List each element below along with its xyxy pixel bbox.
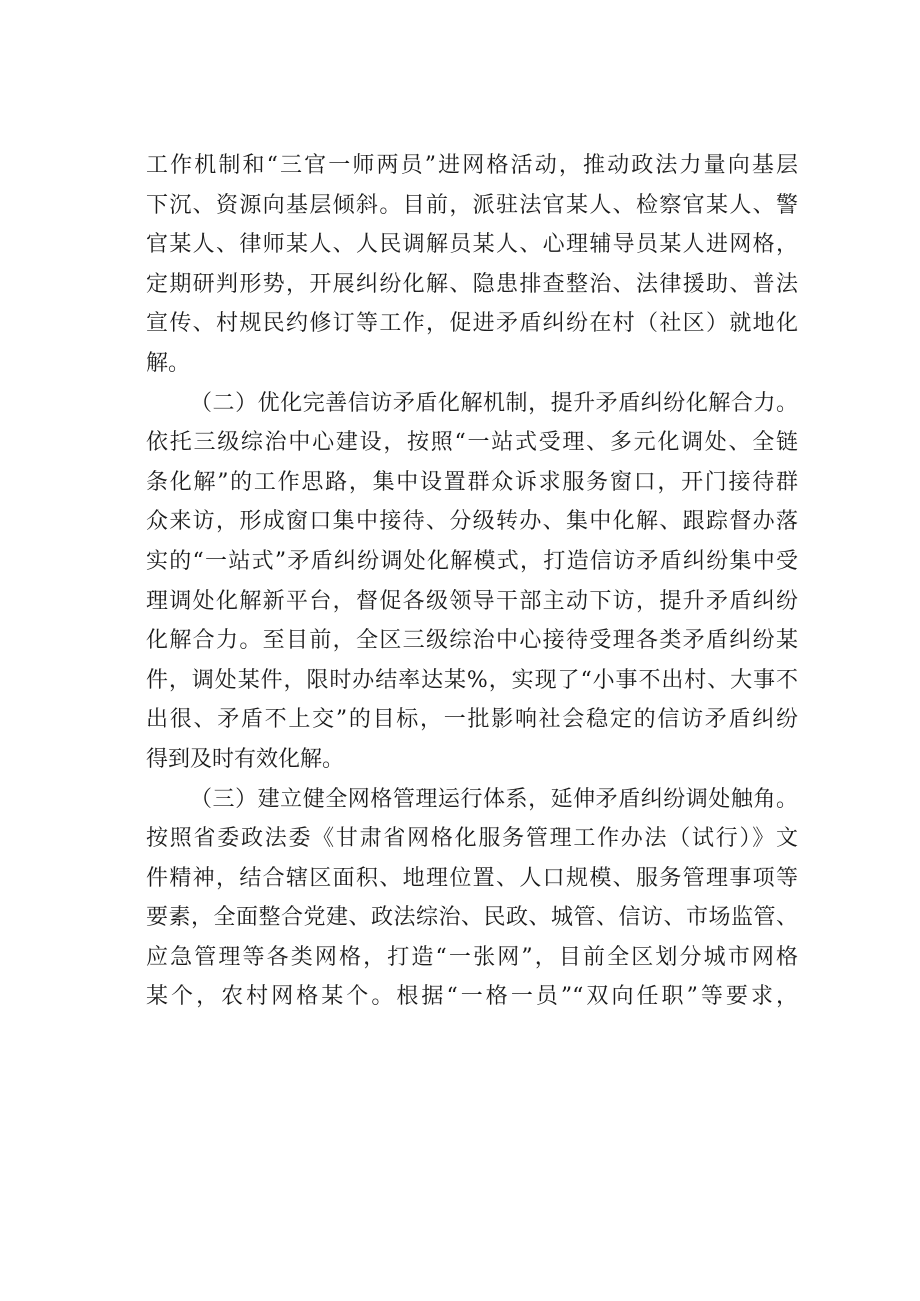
text-line: 下沉、资源向基层倾斜。目前，派驻法官某人、检察官某人、警: [146, 192, 798, 218]
text-line: 得到及时有效化解。: [146, 746, 345, 772]
text-line: 解。: [146, 350, 191, 376]
section-heading-line: （三）建立健全网格管理运行体系，延伸矛盾纠纷调处触角。: [190, 786, 798, 812]
text-line: 依托三级综治中心建设，按照“一站式受理、多元化调处、全链: [146, 430, 798, 456]
text-line: 出很、矛盾不上交”的目标，一批影响社会稳定的信访矛盾纠纷: [146, 707, 798, 733]
text-line: 宣传、村规民约修订等工作，促进矛盾纠纷在村（社区）就地化: [146, 311, 798, 337]
text-line: 官某人、律师某人、人民调解员某人、心理辅导员某人进网格，: [146, 232, 798, 258]
text-line: 众来访，形成窗口集中接待、分级转办、集中化解、跟踪督办落: [146, 509, 798, 535]
paragraph-2: [146, 384, 798, 780]
paragraph-3: [146, 780, 798, 1018]
text-line: 应急管理等各类网格，打造“一张网”，目前全区划分城市网格: [146, 944, 798, 970]
paragraph-1: [146, 146, 798, 384]
text-line: 件精神，结合辖区面积、地理位置、人口规模、服务管理事项等: [146, 865, 798, 891]
text-line: 理调处化解新平台，督促各级领导干部主动下访，提升矛盾纠纷: [146, 588, 798, 614]
section-heading-line: （二）优化完善信访矛盾化解机制，提升矛盾纠纷化解合力。: [190, 390, 798, 416]
text-line: 实的“一站式”矛盾纠纷调处化解模式，打造信访矛盾纠纷集中受: [146, 548, 798, 574]
text-line: 工作机制和“三官一师两员”进网格活动，推动政法力量向基层: [146, 153, 798, 178]
text-line: 定期研判形势，开展纠纷化解、隐患排查整治、法律援助、普法: [146, 271, 798, 297]
text-line: 件，调处某件，限时办结率达某%，实现了“小事不出村、大事不: [146, 667, 798, 693]
text-line: 化解合力。至目前，全区三级综治中心接待受理各类矛盾纠纷某: [146, 628, 798, 654]
text-line: 要素，全面整合党建、政法综治、民政、城管、信访、市场监管、: [146, 905, 798, 931]
document-body: [146, 146, 798, 1017]
text-line: 按照省委政法委《甘肃省网格化服务管理工作办法（试行）》文: [146, 826, 798, 852]
text-line: 某个，农村网格某个。根据“一格一员”“双向任职”等要求，: [146, 984, 798, 1010]
text-line: 条化解”的工作思路，集中设置群众诉求服务窗口，开门接待群: [146, 469, 798, 495]
